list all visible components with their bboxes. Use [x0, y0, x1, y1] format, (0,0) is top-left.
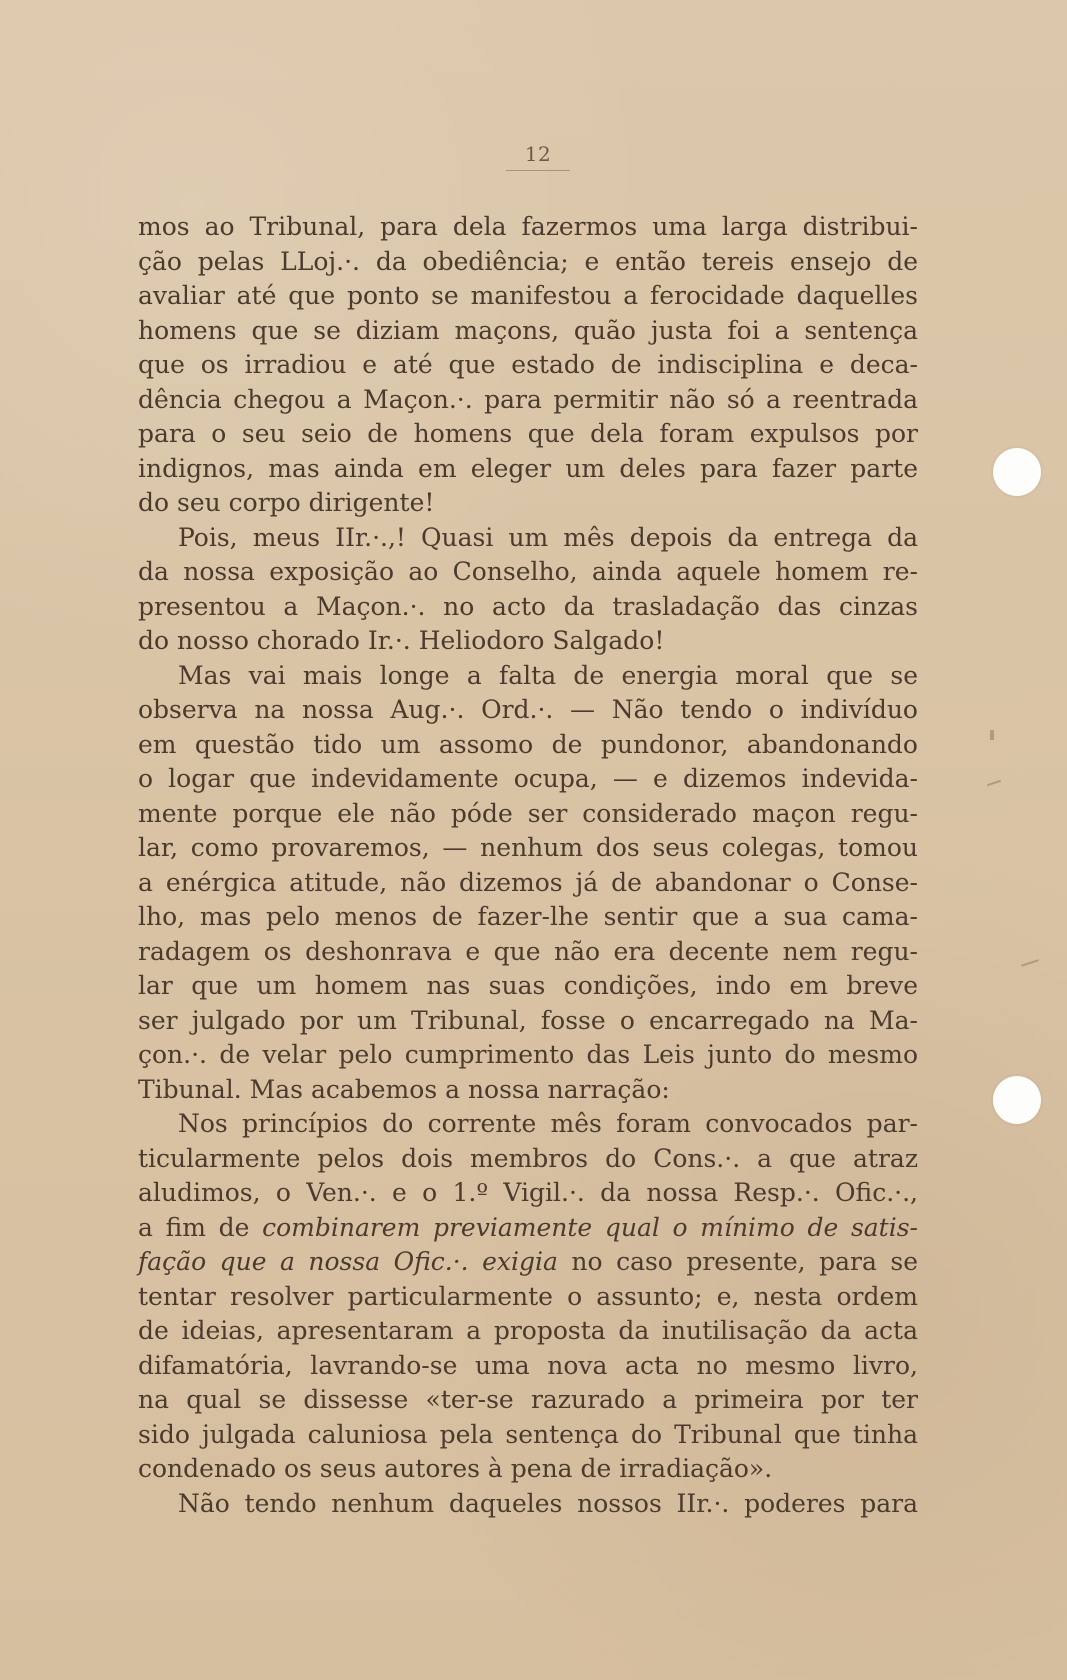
text-line-33: de ideias, apresentaram a proposta da inutilisação da acta: [138, 1316, 918, 1345]
body-text: [138, 210, 918, 1521]
text-line-2: ção pelas LLoj.·. da obediência; e então tereis ensejo de: [138, 246, 918, 276]
text-line-1: mos ao Tribunal, para dela fazermos uma larga distribui-: [138, 212, 918, 241]
line-31-italic: fação que a nossa Ofic.·. exigia: [138, 1247, 558, 1276]
text-line-5: que os irradiou e até que estado de indisciplina e deca-: [138, 350, 918, 379]
text-line-32: tentar resolver particularmente o assunto; e, nesta ordem: [138, 1281, 918, 1311]
text-line-16: em questão tido um assomo de pundonor, abandonando: [138, 729, 918, 759]
binding-hole-bottom: [993, 1076, 1041, 1124]
text-line-12: presentou a Maçon.·. no acto da trasladação das cinzas: [138, 591, 918, 621]
text-line-34: difamatória, lavrando-se uma nova acta no mesmo livro,: [138, 1350, 918, 1380]
text-line-37: condenado os seus autores à pena de irradiação».: [138, 1454, 773, 1483]
text-line-9: do seu corpo dirigente!: [138, 488, 435, 517]
text-line-18: mente porque ele não póde ser considerado maçon regu-: [138, 798, 918, 828]
text-line-27: Nos princípios do corrente mês foram convocados par-: [178, 1109, 918, 1138]
text-line-6: dência chegou a Maçon.·. para permitir não só a reentrada: [138, 384, 918, 414]
text-line-3: avaliar até que ponto se manifestou a ferocidade daquelles: [138, 281, 918, 310]
text-line-10: Pois, meus IIr.·.,! Quasi um mês depois da entrega da: [178, 522, 918, 552]
text-line-31: [138, 1245, 918, 1280]
text-line-22: radagem os deshonrava e que não era decente nem regu-: [138, 936, 918, 966]
paper-speck: [990, 730, 994, 740]
text-line-17: o logar que indevidamente ocupa, — e dizemos indevida-: [138, 764, 918, 793]
text-line-13: do nosso chorado Ir.·. Heliodoro Salgado!: [138, 626, 665, 655]
text-line-24: ser julgado por um Tribunal, fosse o encarregado na Ma-: [138, 1005, 918, 1035]
text-line-8: indignos, mas ainda em eleger um deles para fazer parte: [138, 453, 918, 483]
text-line-28: ticularmente pelos dois membros do Cons.·. a que atraz: [138, 1143, 918, 1173]
paper-speck: [1021, 959, 1039, 966]
text-line-21: lho, mas pelo menos de fazer-lhe sentir que a sua cama-: [138, 902, 918, 931]
text-line-25: çon.·. de velar pelo cumprimento das Leis junto do mesmo: [138, 1040, 918, 1069]
text-line-30: [138, 1211, 918, 1246]
text-line-11: da nossa exposição ao Conselho, ainda aquele homem re-: [138, 557, 918, 586]
text-line-36: sido julgada caluniosa pela sentença do Tribunal que tinha: [138, 1419, 918, 1449]
text-line-7: para o seu seio de homens que dela foram expulsos por: [138, 419, 918, 448]
text-line-14: Mas vai mais longe a falta de energia moral que se: [178, 660, 918, 690]
text-line-20: a enérgica atitude, não dizemos já de abandonar o Conse-: [138, 867, 918, 897]
text-line-15: observa na nossa Aug.·. Ord.·. — Não tendo o indivíduo: [138, 695, 918, 724]
paper-speck: [987, 780, 1001, 786]
line-30-normal: a fim de: [138, 1212, 263, 1242]
text-line-23: lar que um homem nas suas condições, indo em breve: [138, 971, 918, 1000]
text-line-29: aludimos, o Ven.·. e o 1.º Vigil.·. da nossa Resp.·. Ofic.·.,: [138, 1178, 918, 1207]
text-line-19: lar, como provaremos, — nenhum dos seus colegas, tomou: [138, 833, 918, 862]
binding-hole-top: [993, 448, 1041, 496]
text-line-35: na qual se dissesse «ter-se razurado a primeira por ter: [138, 1385, 918, 1414]
line-30-italic: combinarem previamente qual o mínimo de satis-: [262, 1212, 918, 1242]
text-line-38: Não tendo nenhum daqueles nossos IIr.·. poderes para: [178, 1488, 918, 1518]
text-line-4: homens que se diziam maçons, quão justa foi a sentença: [138, 315, 918, 345]
text-line-26: Tibunal. Mas acabemos a nossa narração:: [138, 1074, 670, 1104]
page-number: 12: [498, 142, 578, 166]
line-31-normal: no caso presente, para se: [557, 1247, 918, 1276]
